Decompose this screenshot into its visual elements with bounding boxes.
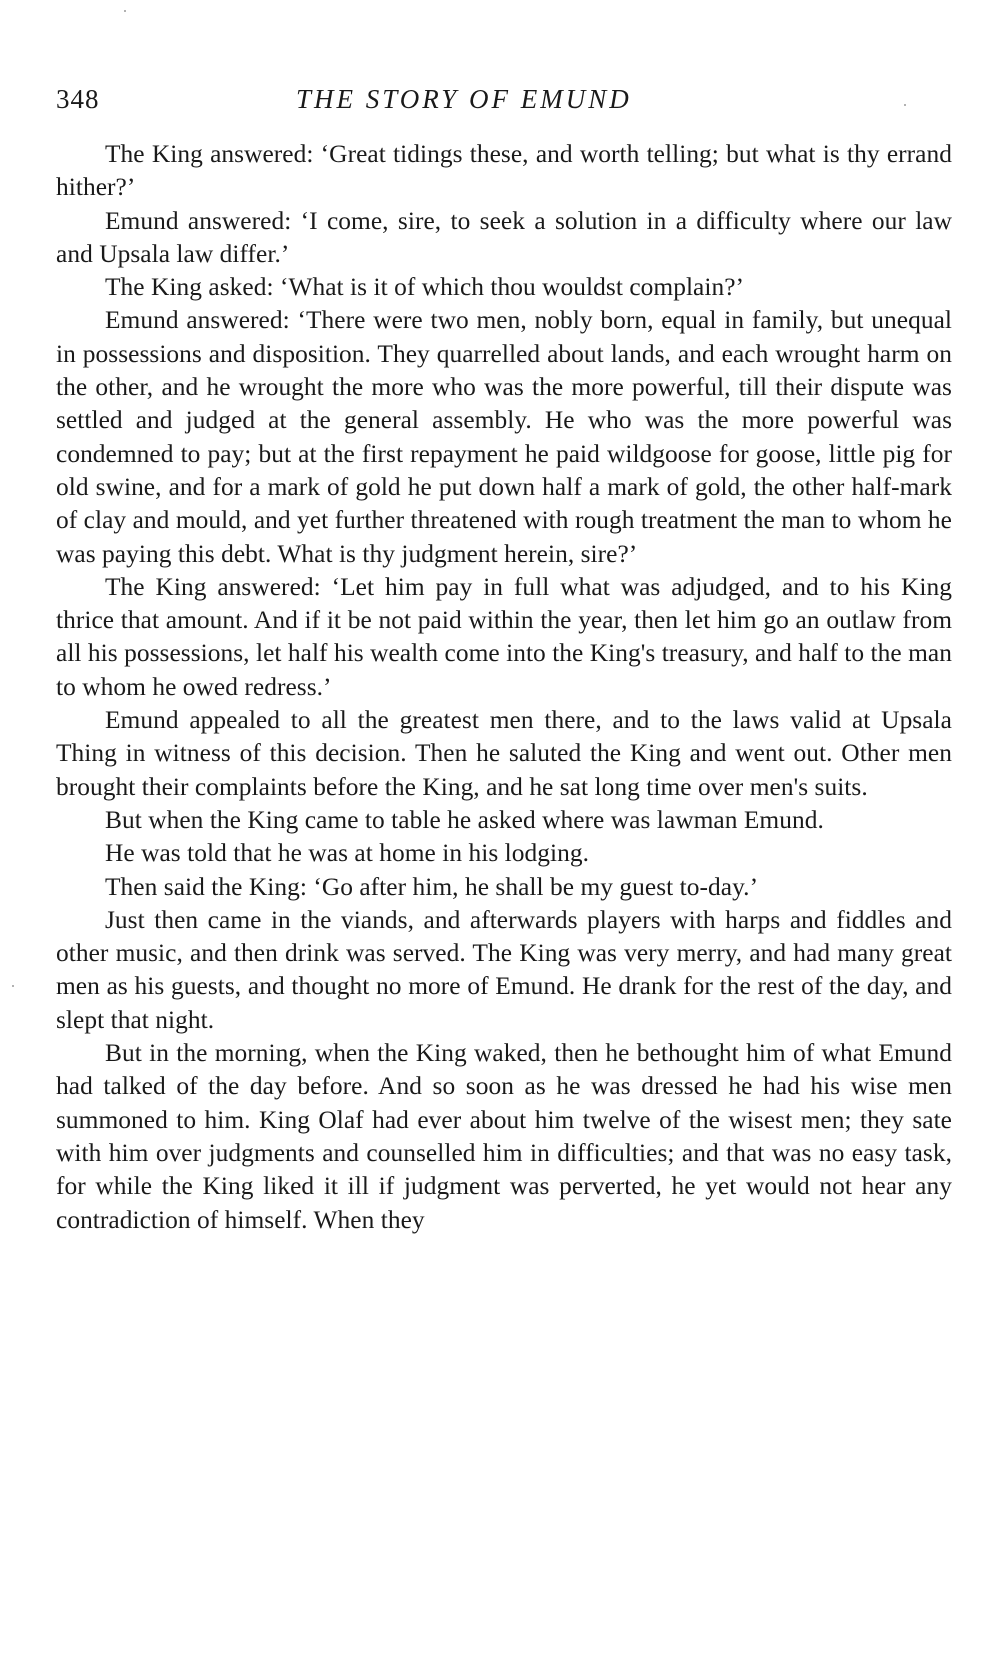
paper-speck [904, 104, 906, 106]
paragraph-emund-answered-solution: Emund answered: ‘I come, sire, to seek a solution in a difficulty where our law and Upsala law differ.’ [56, 206, 952, 268]
paragraph-king-judgment: The King answered: ‘Let him pay in full what was adjudged, and to his King thrice that amount. And if it be not paid within the year, then let him go an outlaw from all his possessions, let half his wealth come into the King's treasury, and half to the man to whom he owed redress.’ [56, 572, 952, 701]
running-title: THE STORY OF EMUND [296, 84, 632, 114]
running-head [56, 84, 956, 124]
paper-speck [124, 10, 126, 12]
paragraph-emund-appealed: Emund appealed to all the greatest men there, and to the laws valid at Upsala Thing in witness of this decision. Then he saluted the King and went out. Other men brought their complaints before the King, and he sat long time over men's suits. [56, 706, 952, 801]
paper-speck [12, 985, 14, 987]
paragraph-viands-and-music: Just then came in the viands, and afterwards players with harps and fiddles and other music, and then drink was served. The King was very merry, and had many great men as his guests, and thought no more of Emund. He drank for the rest of the day, and slept that night. [56, 905, 952, 1034]
paragraph-morning-wise-men: But in the morning, when the King waked, then he bethought him of what Emund had talked of the day before. And so soon as he was dressed he had his wise men summoned to him. King Olaf had ever about him twelve of the wisest men; they sate with him over judgments and counselled him in difficulties; and that was no easy task, for while the King liked it ill if judgment was perverted, he yet would not hear any contradiction of himself. When they [56, 1039, 952, 1234]
page-number: 348 [56, 84, 100, 114]
paragraph-king-answered-tidings: The King answered: ‘Great tidings these, and worth telling; but what is thy errand hither?’ [56, 140, 952, 202]
paragraph-emund-two-men: Emund answered: ‘There were two men, nobly born, equal in family, but unequal in possessions and disposition. They quarrelled about lands, and each wrought harm on the other, and he wrought the more who was the more powerful, till their dispute was settled and judged at the general assembly. He who was the more powerful was condemned to pay; but at the first repayment he paid wildgoose for goose, little pig for old swine, and for a mark of gold he put down half a mark of gold, the other half-mark of clay and mould, and yet further threatened with rough treatment the man to whom he was paying this debt. What is thy judgment herein, sire?’ [56, 306, 952, 568]
paragraph-king-asked: The King asked: ‘What is it of which thou wouldst complain?’ [105, 273, 745, 302]
paragraph-go-after-him: Then said the King: ‘Go after him, he shall be my guest to-day.’ [105, 872, 759, 901]
paragraph-at-home: He was told that he was at home in his lodging. [105, 839, 589, 868]
paragraph-king-came-to-table: But when the King came to table he asked where was lawman Emund. [105, 805, 824, 834]
body-text [56, 138, 952, 1237]
